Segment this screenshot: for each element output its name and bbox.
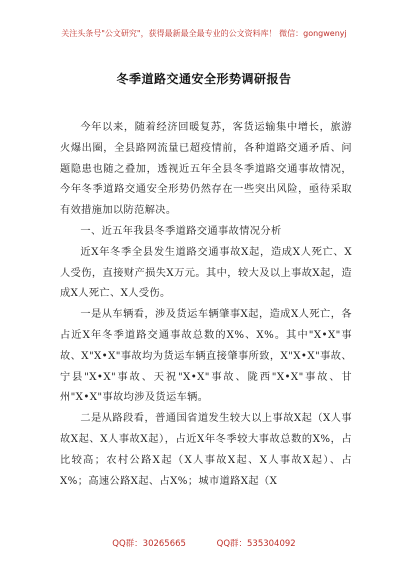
qq-group-2: QQ群：535304092	[216, 539, 296, 549]
document-title: 冬季道路交通安全形势调研报告	[116, 72, 292, 86]
paragraph-vehicles: 一是从车辆看，涉及货运车辆肇事X起，造成X人死亡，各占近X年冬季道路交通事故总数的X%、X%。其中"X•X"事故、X"X•X"事故均为货运车辆直接肇事所致，X"X•X"事故、宁县"X•X"事故、天祝"X•X"事故、陇西"X•X"事故、甘州"X•X"事故均涉及货运车辆。	[60, 309, 352, 404]
paragraph-roads: 二是从路段看，普通国省道发生较大以上事故X起（X人事故X起、X人事故X起），占近X年冬季较大事故总数的X%，占比较高；农村公路X起（X人事故X起、X人事故X起）、占X%；高速公路X起、占X%；城市道路X起（X	[60, 413, 352, 487]
section-heading: 一、近五年我县冬季道路交通事故情况分析	[80, 225, 282, 237]
promo-footer	[0, 537, 408, 549]
qq-group-1: QQ群：30265665	[112, 539, 186, 549]
paragraph-summary: 近X年冬季全县发生道路交通事故X起，造成X人死亡、X人受伤，直接财产损失X万元。其中，较大及以上事故X起，造成X人死亡、X人受伤。	[60, 246, 352, 300]
document-body	[60, 118, 352, 492]
promo-header: 关注头条号"公文研究"，获得最新最全最专业的公文资料库！ 微信：gongwenyj	[61, 29, 347, 38]
paragraph-intro: 今年以来，随着经济回暖复苏，客货运输集中增长，旅游火爆出圈，全县路网流量已超疫情前，各种道路交通矛盾、问题隐患也随之叠加，透视近五年全县冬季道路交通事故情况，今年冬季道路交通安全形势仍然存在一些突出风险，亟待采取有效措施加以防范解决。	[60, 122, 352, 217]
